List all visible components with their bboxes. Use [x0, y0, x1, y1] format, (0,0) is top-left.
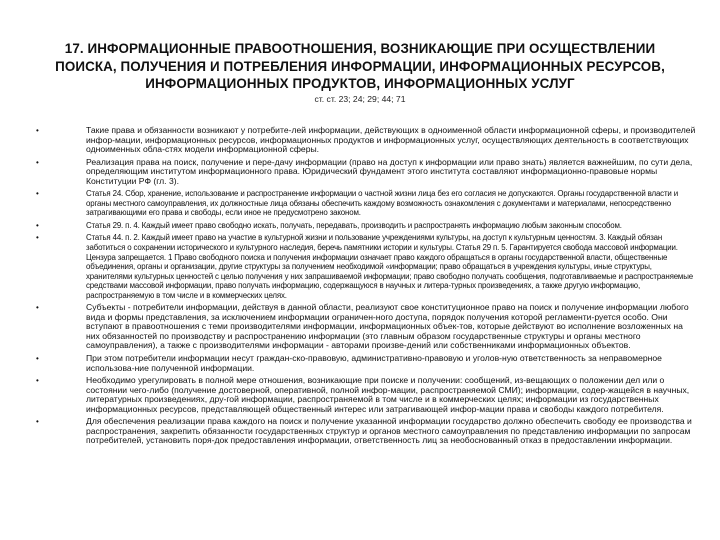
- list-item-text: Субъекты - потребители информации, действуя в данной области, реализуют свое конституционное право на поиск и получение информации любого вида и формы представления, за исключением информации ограничен-ного доступа, порядок получения которой регламенти-руется особо. Они вступают в правоотношения с теми производителями информации, информационных объек-тов, которые действуют во исполнение возложенных на них обязанностей по производству и распространению информации (это главным образом государственные структуры и органы местного самоуправления), а также с производителями информации - авторами произве-дений или собственниками информационных объектов.: [86, 302, 689, 351]
- list-item: [36, 221, 696, 231]
- list-item-text: Статья 29. п. 4. Каждый имеет право свободно искать, получать, передавать, производить и распространять информацию любым законным способом.: [86, 220, 622, 230]
- bullet-icon: •: [36, 157, 39, 167]
- list-item-text: Необходимо урегулировать в полной мере отношения, возникающие при поиске и получении: сообщений, из-вещающих о положении дел или о состоянии чего-либо (получение достоверной, оперативной, полной инфор-мации, распространяемой СМИ); информации, содер-жащейся в научных, литературных произведениях, дру-гой информации, распространяемой в том числе и в коммерческих целях; информации из государственных информационных ресурсов, представляющей общественный интерес или затрагивающей инфор-мации права и свободы каждого потребителя.: [86, 375, 690, 414]
- list-item-text: Для обеспечения реализации права каждого на поиск и получение указанной информации государство должно обеспечить свободу ее производства и распространения, закрепить обязанности государственных структур и органов местного самоуправления по представлению информации по запросам потребителей, установить поря-док предоставления информации, ответственность лиц за необоснованный отказ в предоставлении информации.: [86, 416, 692, 446]
- list-item-text: При этом потребители информации несут граждан-ско-правовую, административно-правовую и уголов-ную ответственность за неправомерное использова-ние полученной информации.: [86, 353, 662, 373]
- list-item: [36, 233, 696, 300]
- bullet-icon: •: [36, 233, 39, 243]
- list-item: [36, 354, 696, 373]
- slide-title: 17. ИНФОРМАЦИОННЫЕ ПРАВООТНОШЕНИЯ, ВОЗНИКАЮЩИЕ ПРИ ОСУЩЕСТВЛЕНИИ ПОИСКА, ПОЛУЧЕНИЯ И ПОТРЕБЛЕНИЯ ИНФОРМАЦИИ, ИНФОРМАЦИОННЫХ РЕСУРСОВ, ИНФОРМАЦИОННЫХ ПРОДУКТОВ, ИНФОРМАЦИОННЫХ УСЛУГ: [55, 41, 665, 91]
- list-item-text: Реализация права на поиск, получение и пере-дачу информации (право на доступ к информации или право знать) является важнейшим, по сути дела, определяющим институтом информационного права. Юридический фундамент этого института составляют информационно-правовые нормы Конституции РФ (гл. 3).: [86, 156, 693, 186]
- bullet-list: [36, 126, 696, 446]
- list-item: [36, 158, 696, 187]
- bullet-icon: •: [36, 189, 39, 199]
- list-item-text: Статья 24. Сбор, хранение, использование и распространение информации о частной жизни лица без его согласия не допускаются. Органы государственной власти и органы местного самоуправления, их должностные лица обязаны обеспечить каждому возможность ознакомления с документами и материалами, непосредственно затрагивающими его права и свободы, если иное не предусмотрено законом.: [86, 189, 678, 218]
- bullet-icon: •: [36, 220, 39, 230]
- list-item: [36, 376, 696, 414]
- article-references: ст. ст. 23; 24; 29; 44; 71: [314, 94, 406, 104]
- bullet-icon: •: [36, 126, 39, 135]
- list-item: [36, 189, 696, 218]
- list-item: [36, 126, 696, 155]
- bullet-icon: •: [36, 354, 39, 364]
- list-item: [36, 417, 696, 446]
- list-item-text: Статья 44. п. 2. Каждый имеет право на участие в культурной жизни и пользование учреждениями культуры, на доступ к культурным ценностям. 3. Каждый обязан заботиться о сохранении исторического и культурного наследия, беречь памятники истории и культуры. Статья 29 п. 5. Гарантируется свобода массовой информации. Цензура запрещается. 1 Право свободного поиска и получения информации означает право каждого обращаться в органы государственной власти, общественные объединения, органы и организации, другие структуры за получением необходимой «информации; право обращаться в учреждения культуры, иные структуры, хранителями культурных ценностей с целью получения у них запрашиваемой информации; право свободно получать сообщения, подготавливаемые и распространяемые средствами массовой информации, право получать информацию, содержащуюся в научных и литера-турных произведениях, а также другую информацию, распространяемую в том числе и в коммерческих целях.: [86, 233, 693, 300]
- bullet-icon: •: [36, 376, 39, 386]
- list-item: [36, 303, 696, 351]
- bullet-icon: •: [36, 417, 39, 427]
- bullet-icon: •: [36, 303, 39, 313]
- list-item-text: Такие права и обязанности возникают у потребите-лей информации, действующих в одноименной области информационной сферы, и производителей инфор-мации, информационных ресурсов, информационных продуктов и информационных услуг, осуществляющих деятельность в соответствующих одноименных обла-стях модели информационной сферы.: [86, 125, 696, 155]
